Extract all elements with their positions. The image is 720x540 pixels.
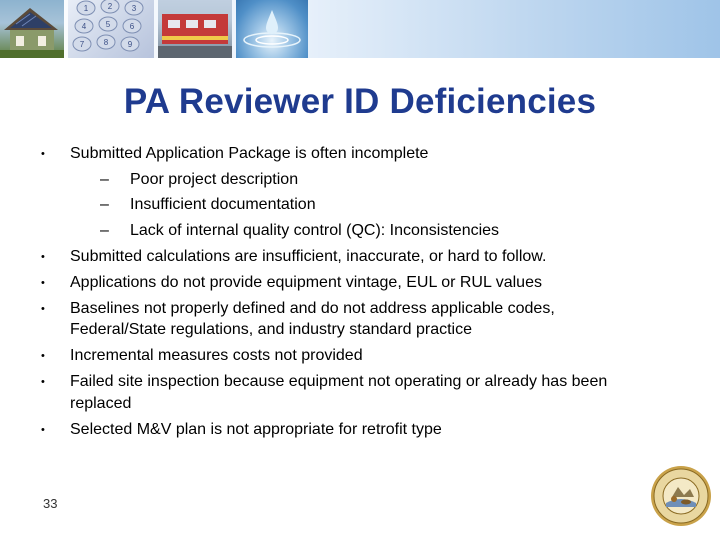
- bullet-item-continuation: Federal/State regulations, and industry standard practice: [70, 321, 473, 338]
- bullet-marker: •: [41, 424, 45, 436]
- sub-bullet-marker: –: [100, 196, 109, 213]
- state-seal-logo: [650, 465, 712, 527]
- bullet-item: Failed site inspection because equipment not operating or already has been: [70, 373, 608, 390]
- sub-bullet-item: Poor project description: [130, 171, 299, 188]
- svg-text:1: 1: [83, 4, 89, 13]
- bullet-marker: •: [41, 251, 45, 263]
- svg-text:8: 8: [103, 38, 109, 47]
- bullet-marker: •: [41, 277, 45, 289]
- bullet-item: Submitted calculations are insufficient, inaccurate, or hard to follow.: [70, 248, 547, 265]
- bullet-marker: •: [41, 350, 45, 362]
- bullet-item: Submitted Application Package is often incomplete: [70, 145, 429, 162]
- sub-bullet-marker: –: [100, 171, 109, 188]
- bullet-marker: •: [41, 303, 45, 315]
- svg-text:2: 2: [107, 2, 113, 11]
- svg-text:9: 9: [127, 40, 133, 49]
- svg-text:6: 6: [129, 22, 135, 31]
- slide-title: PA Reviewer ID Deficiencies: [123, 82, 597, 121]
- page-number: 33: [43, 496, 58, 511]
- sub-bullet-item: Lack of internal quality control (QC): Inconsistencies: [130, 222, 500, 239]
- bullet-item: Incremental measures costs not provided: [70, 347, 363, 364]
- svg-text:4: 4: [81, 22, 87, 31]
- bullet-marker: •: [41, 148, 45, 160]
- bullet-item: Baselines not properly defined and do not address applicable codes,: [70, 300, 555, 317]
- bullet-item: Applications do not provide equipment vintage, EUL or RUL values: [70, 274, 542, 291]
- svg-text:7: 7: [79, 40, 85, 49]
- sub-bullet-item: Insufficient documentation: [130, 196, 316, 213]
- bullet-item: Selected M&V plan is not appropriate for retrofit type: [70, 421, 442, 438]
- bullet-marker: •: [41, 376, 45, 388]
- svg-text:5: 5: [105, 20, 111, 29]
- svg-text:3: 3: [131, 4, 137, 13]
- bullet-item-continuation: replaced: [70, 395, 132, 412]
- sub-bullet-marker: –: [100, 222, 109, 239]
